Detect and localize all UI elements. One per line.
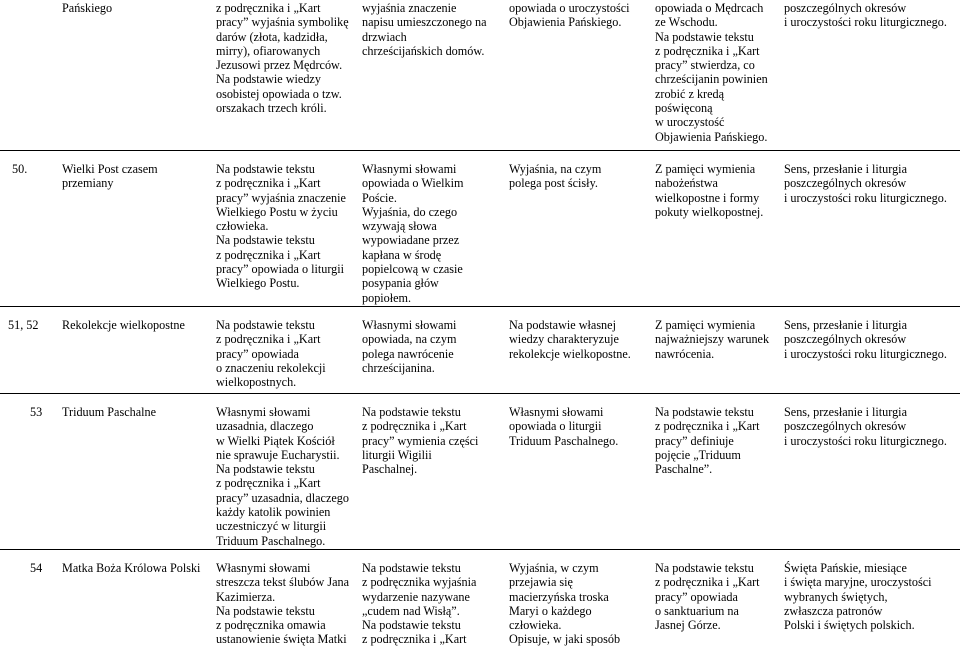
content-reference: Sens, przesłanie i liturgia poszczególnych okresów i uroczystości roku liturgicznego. <box>784 162 947 205</box>
requirement-text: Na podstawie tekstu z podręcznika i „Kart pracy” definiuje pojęcie „Triduum Paschalne”. <box>655 405 760 477</box>
lesson-topic: Wielki Post czasem przemiany <box>62 162 158 191</box>
table-row <box>0 307 960 394</box>
requirement-text: Wyjaśnia, na czym polega post ścisły. <box>509 162 602 191</box>
requirement-text: z podręcznika i „Kart pracy” wyjaśnia symbolikę darów (złota, kadzidła, mirry), ofiarowanych Jezusowi przez Mędrców. Na podstawie wiedzy osobistej opowiada o tzw. orszakach trzech króli. <box>216 1 349 116</box>
requirement-text: Własnymi słowami streszcza tekst ślubów Jana Kazimierza. Na podstawie tekstu z podręcznika omawia ustanowienie święta Matki <box>216 561 350 647</box>
lesson-topic: Triduum Paschalne <box>62 405 157 419</box>
requirement-text: wyjaśnia znaczenie napisu umieszczonego na drzwiach chrześcijańskich domów. <box>362 1 487 58</box>
lesson-number: 53 <box>30 405 43 419</box>
content-reference: poszczególnych okresów i uroczystości roku liturgicznego. <box>784 1 947 30</box>
lesson-topic: Rekolekcje wielkopostne <box>62 318 185 332</box>
table-row <box>0 0 960 151</box>
requirement-text: Na podstawie własnej wiedzy charakteryzuje rekolekcje wielkopostne. <box>509 318 631 361</box>
requirement-text: Wyjaśnia, w czym przejawia się macierzyńska troska Maryi o każdego człowieka. Opisuje, w jaki sposób <box>509 561 621 647</box>
content-reference: Sens, przesłanie i liturgia poszczególnych okresów i uroczystości roku liturgicznego. <box>784 318 947 361</box>
requirement-text: Własnymi słowami opowiada o Wielkim Poście. Wyjaśnia, do czego wzywają słowa wypowiadane przez kapłana w środę popielcową w czasie posypania głów popiołem. <box>362 162 464 305</box>
requirement-text: Na podstawie tekstu z podręcznika i „Kart pracy” wymienia części liturgii Wigilii Paschalnej. <box>362 405 479 477</box>
table-row <box>0 394 960 550</box>
requirement-text: opowiada o uroczystości Objawienia Pańskiego. <box>509 1 630 30</box>
requirement-text: Własnymi słowami opowiada o liturgii Triduum Paschalnego. <box>509 405 619 448</box>
requirement-text: Własnymi słowami opowiada, na czym polega nawrócenie chrześcijanina. <box>362 318 457 375</box>
requirement-text: Z pamięci wymienia najważniejszy warunek nawrócenia. <box>655 318 770 361</box>
lesson-topic: Pańskiego <box>62 1 113 15</box>
requirement-text: Na podstawie tekstu z podręcznika i „Kart pracy” opowiada o sanktuarium na Jasnej Górze. <box>655 561 760 633</box>
content-reference: Święta Pańskie, miesiące i święta maryjne, uroczystości wybranych świętych, zwłaszcza patronów Polski i świętych polskich. <box>784 561 932 633</box>
requirement-text: Z pamięci wymienia nabożeństwa wielkopostne i formy pokuty wielkopostnej. <box>655 162 764 219</box>
requirement-text: Na podstawie tekstu z podręcznika i „Kart pracy” opowiada o znaczeniu rekolekcji wielkopostnych. <box>216 318 326 390</box>
requirement-text: Na podstawie tekstu z podręcznika i „Kart pracy” wyjaśnia znaczenie Wielkiego Postu w życiu człowieka. Na podstawie tekstu z podręcznika i „Kart pracy” opowiada o liturgii Wielkiego Postu. <box>216 162 346 291</box>
lesson-number: 54 <box>30 561 43 575</box>
lesson-topic: Matka Boża Królowa Polski <box>62 561 201 575</box>
content-reference: Sens, przesłanie i liturgia poszczególnych okresów i uroczystości roku liturgicznego. <box>784 405 947 448</box>
lesson-number <box>0 0 55 150</box>
table-row <box>0 151 960 307</box>
requirement-text: Na podstawie tekstu z podręcznika wyjaśnia wydarzenie nazywane „cudem nad Wisłą”. Na podstawie tekstu z podręcznika i „Kart <box>362 561 477 647</box>
lesson-number: 50. <box>12 162 28 176</box>
table-row <box>0 550 960 648</box>
lesson-number: 51, 52 <box>8 318 39 332</box>
requirement-text: opowiada o Mędrcach ze Wschodu. Na podstawie tekstu z podręcznika i „Kart pracy” stwierdza, co chrześcijanin powinien zrobić z kredą poświęconą w uroczystość Objawienia Pańskiego. <box>655 1 768 144</box>
requirement-text: Własnymi słowami uzasadnia, dlaczego w Wielki Piątek Kościół nie sprawuje Eucharystii. Na podstawie tekstu z podręcznika i „Kart pracy” uzasadnia, dlaczego każdy katolik powinien uczestniczyć w liturgii Triduum Paschalnego. <box>216 405 349 548</box>
